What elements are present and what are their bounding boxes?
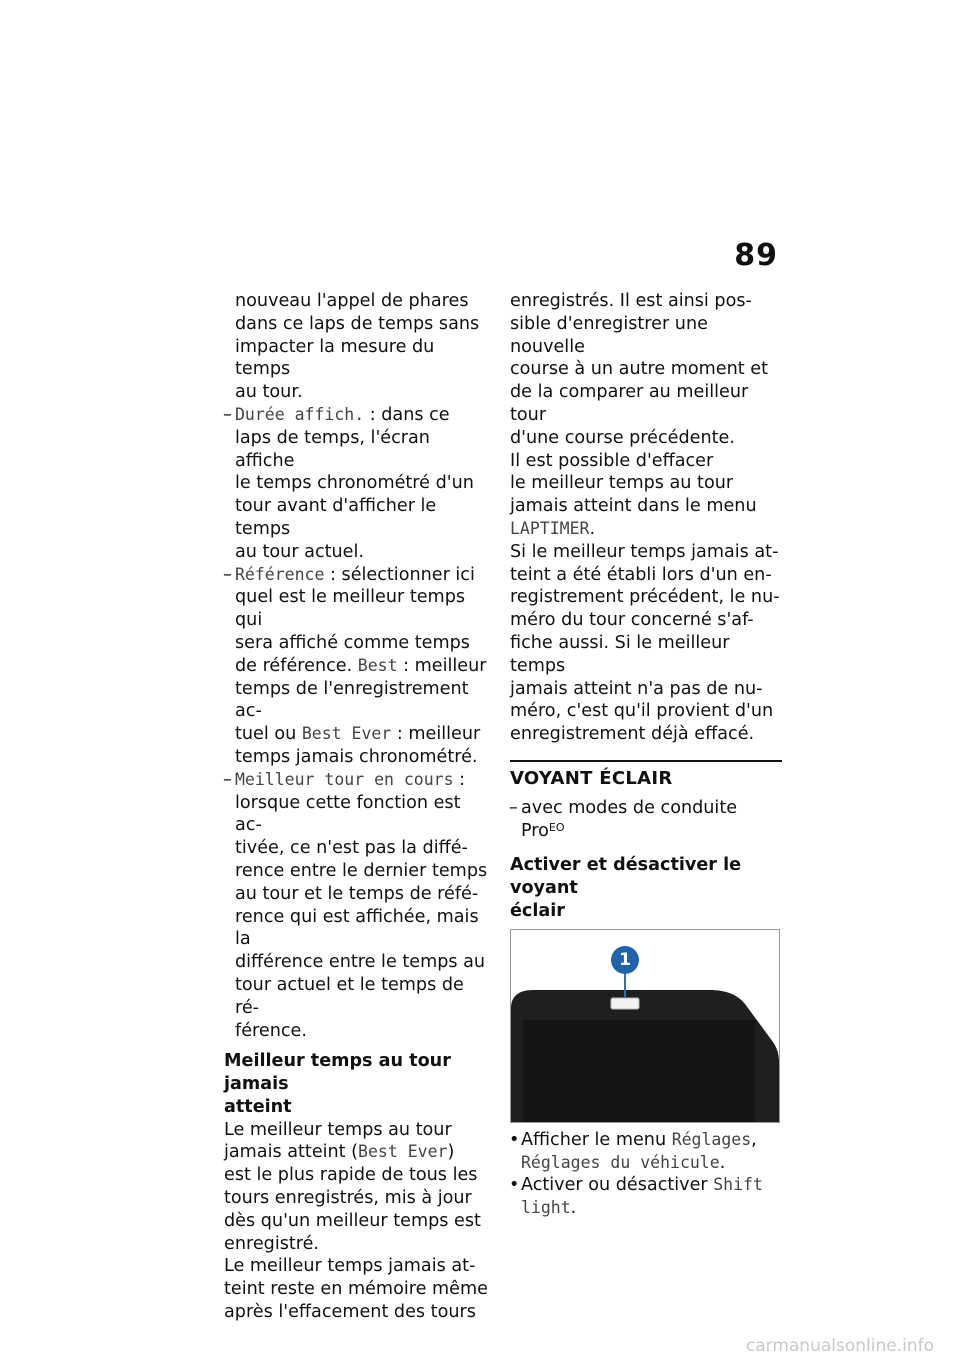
option-superscript: EO <box>548 820 565 834</box>
text-line: tour actuel et le temps de ré- <box>235 974 464 1018</box>
dash-marker: – <box>509 797 518 818</box>
bullet-marker: • <box>509 1175 520 1196</box>
paragraph-lap-number <box>510 541 782 746</box>
text-line: jamais atteint n'a pas de nu- <box>510 678 763 699</box>
menu-term: Réglages <box>671 1129 752 1149</box>
text-line: rence qui est affichée, mais la <box>235 906 479 950</box>
text-line: tour avant d'afficher le temps <box>235 496 437 539</box>
text-line: au tour actuel. <box>235 541 364 562</box>
text-line: temps de l'enregistrement ac- <box>235 678 469 722</box>
paragraph-memory <box>224 1255 492 1323</box>
text-line: méro, c'est qu'il provient d'un <box>510 701 774 722</box>
text-line: dans ce laps de temps sans <box>235 313 480 334</box>
text-line: avec modes de conduite <box>521 797 738 818</box>
text-line: nouveau l'appel de phares <box>235 291 469 311</box>
section-title: VOYANT ÉCLAIR <box>510 767 673 789</box>
callout-number: 1 <box>619 949 631 970</box>
text-line: temps jamais chronométré. <box>235 746 478 767</box>
dash-marker: – <box>223 564 232 585</box>
section-divider <box>510 760 782 762</box>
text-line: Il est possible d'effacer <box>510 450 714 471</box>
subheading-best-lap: Meilleur temps au tour jamais atteint <box>224 1051 451 1117</box>
text-line: enregistré. <box>224 1233 320 1254</box>
text-line: course à un autre moment et <box>510 359 768 380</box>
left-column <box>224 290 492 1324</box>
text-line: au tour. <box>235 382 303 403</box>
text-line: différence entre le temps au <box>235 952 486 973</box>
text-line: férence. <box>235 1020 307 1041</box>
mode-requirement: – avec modes de conduite Pro$^{EO}$ <box>510 797 782 843</box>
text-line: d'une course précédente. <box>510 427 735 448</box>
text-line: sera affiché comme temps <box>235 632 470 653</box>
text-line: de la comparer au meilleur tour <box>510 382 749 425</box>
list-item-meilleur-tour: – Meilleur tour en cours : lorsque cette fonction est ac- tivée, ce n'est pas la diffé- rence entre le dernier temps au tour et le temps de réfé- rence qui est affichée, mais la différence entre le temps au tour actuel et le temps de ré- férence. <box>224 769 492 1043</box>
step-open-menu: • Afficher le menu Réglages, Réglages du véhicule. <box>509 1129 757 1173</box>
text-line: impacter la mesure du temps <box>235 336 435 380</box>
text-line: Le meilleur temps au tour <box>224 1119 452 1140</box>
text-line: rence entre le dernier temps <box>235 860 488 881</box>
menu-term: Référence <box>235 564 325 584</box>
menu-term: Meilleur tour en cours <box>235 769 454 789</box>
dash-marker: – <box>223 404 232 425</box>
text-line: quel est le meilleur temps qui <box>235 587 466 631</box>
right-column <box>510 290 782 1220</box>
text-line: teint reste en mémoire même <box>224 1279 488 1300</box>
text-line: registrement précédent, le nu- <box>510 587 780 608</box>
dashboard-display-graphic <box>511 930 779 1122</box>
text-line: jamais atteint dans le menu <box>510 496 757 517</box>
subheading-toggle: Activer et désactiver le voyant éclair <box>510 855 742 921</box>
menu-term: Shift <box>713 1175 763 1195</box>
text-line: teint a été établi lors d'un en- <box>510 564 772 585</box>
text-line: le meilleur temps au tour <box>510 473 734 494</box>
page-number: 89 <box>734 238 778 273</box>
menu-term: Best Ever <box>301 724 392 744</box>
text-line: sible d'enregistrer une nouvelle <box>510 313 708 357</box>
text-line: fiche aussi. Si le meilleur temps <box>510 632 730 676</box>
text-line: dès qu'un meilleur temps est <box>224 1210 481 1231</box>
step-toggle-shift-light: • Activer ou désactiver Shift light. <box>509 1175 763 1219</box>
text-line: au tour et le temps de réfé- <box>235 883 479 904</box>
text-line: enregistrement déjà effacé. <box>510 724 755 745</box>
text-line: enregistrés. Il est ainsi pos- <box>510 291 752 311</box>
watermark: carmanualsonline.info <box>745 1336 934 1356</box>
text-line: tours enregistrés, mis à jour <box>224 1188 472 1209</box>
text-line: lorsque cette fonction est ac- <box>235 792 461 836</box>
menu-term: LAPTIMER <box>510 518 590 538</box>
text-line: est le plus rapide de tous les <box>224 1165 478 1186</box>
list-item-duree: – Durée affich. : dans ce laps de temps, l'écran affiche le temps chronométré d'un tour avant d'afficher le temps au tour actuel. <box>224 404 492 564</box>
menu-term: light <box>521 1198 571 1218</box>
text-line: Si le meilleur temps jamais at- <box>510 541 779 562</box>
paragraph-continued <box>510 290 782 450</box>
menu-term: Réglages du véhicule <box>521 1152 720 1172</box>
menu-term: Best Ever <box>358 1142 448 1162</box>
continued-paragraph <box>224 290 492 404</box>
text-line: tivée, ce n'est pas la diffé- <box>235 838 468 859</box>
text-line: laps de temps, l'écran affiche <box>235 427 430 471</box>
text-line: le temps chronométré d'un <box>235 473 474 494</box>
menu-term: Durée affich. <box>235 404 365 424</box>
paragraph-best-ever: Le meilleur temps au tour jamais atteint (Best Ever) est le plus rapide de tous les tours enregistrés, mis à jour dès qu'un meilleur temps est enregistré. <box>224 1119 492 1256</box>
dash-marker: – <box>223 769 232 790</box>
text-line: méro du tour concerné s'af- <box>510 610 754 631</box>
paragraph-erase: Il est possible d'effacer le meilleur temps au tour jamais atteint dans le menu LAPTIMER. <box>510 450 782 541</box>
bullet-marker: • <box>509 1129 520 1150</box>
menu-term: Best <box>357 655 398 675</box>
dashboard-illustration <box>510 929 780 1123</box>
text-line: après l'effacement des tours <box>224 1302 476 1323</box>
list-item-reference: – Référence : sélectionner ici quel est le meilleur temps qui sera affiché comme temps de référence. Best : meilleur temps de l'enregistrement ac- tuel ou Best Ever : meilleur temps jamais chronométré. <box>224 564 492 769</box>
text-line: Le meilleur temps jamais at- <box>224 1256 476 1277</box>
